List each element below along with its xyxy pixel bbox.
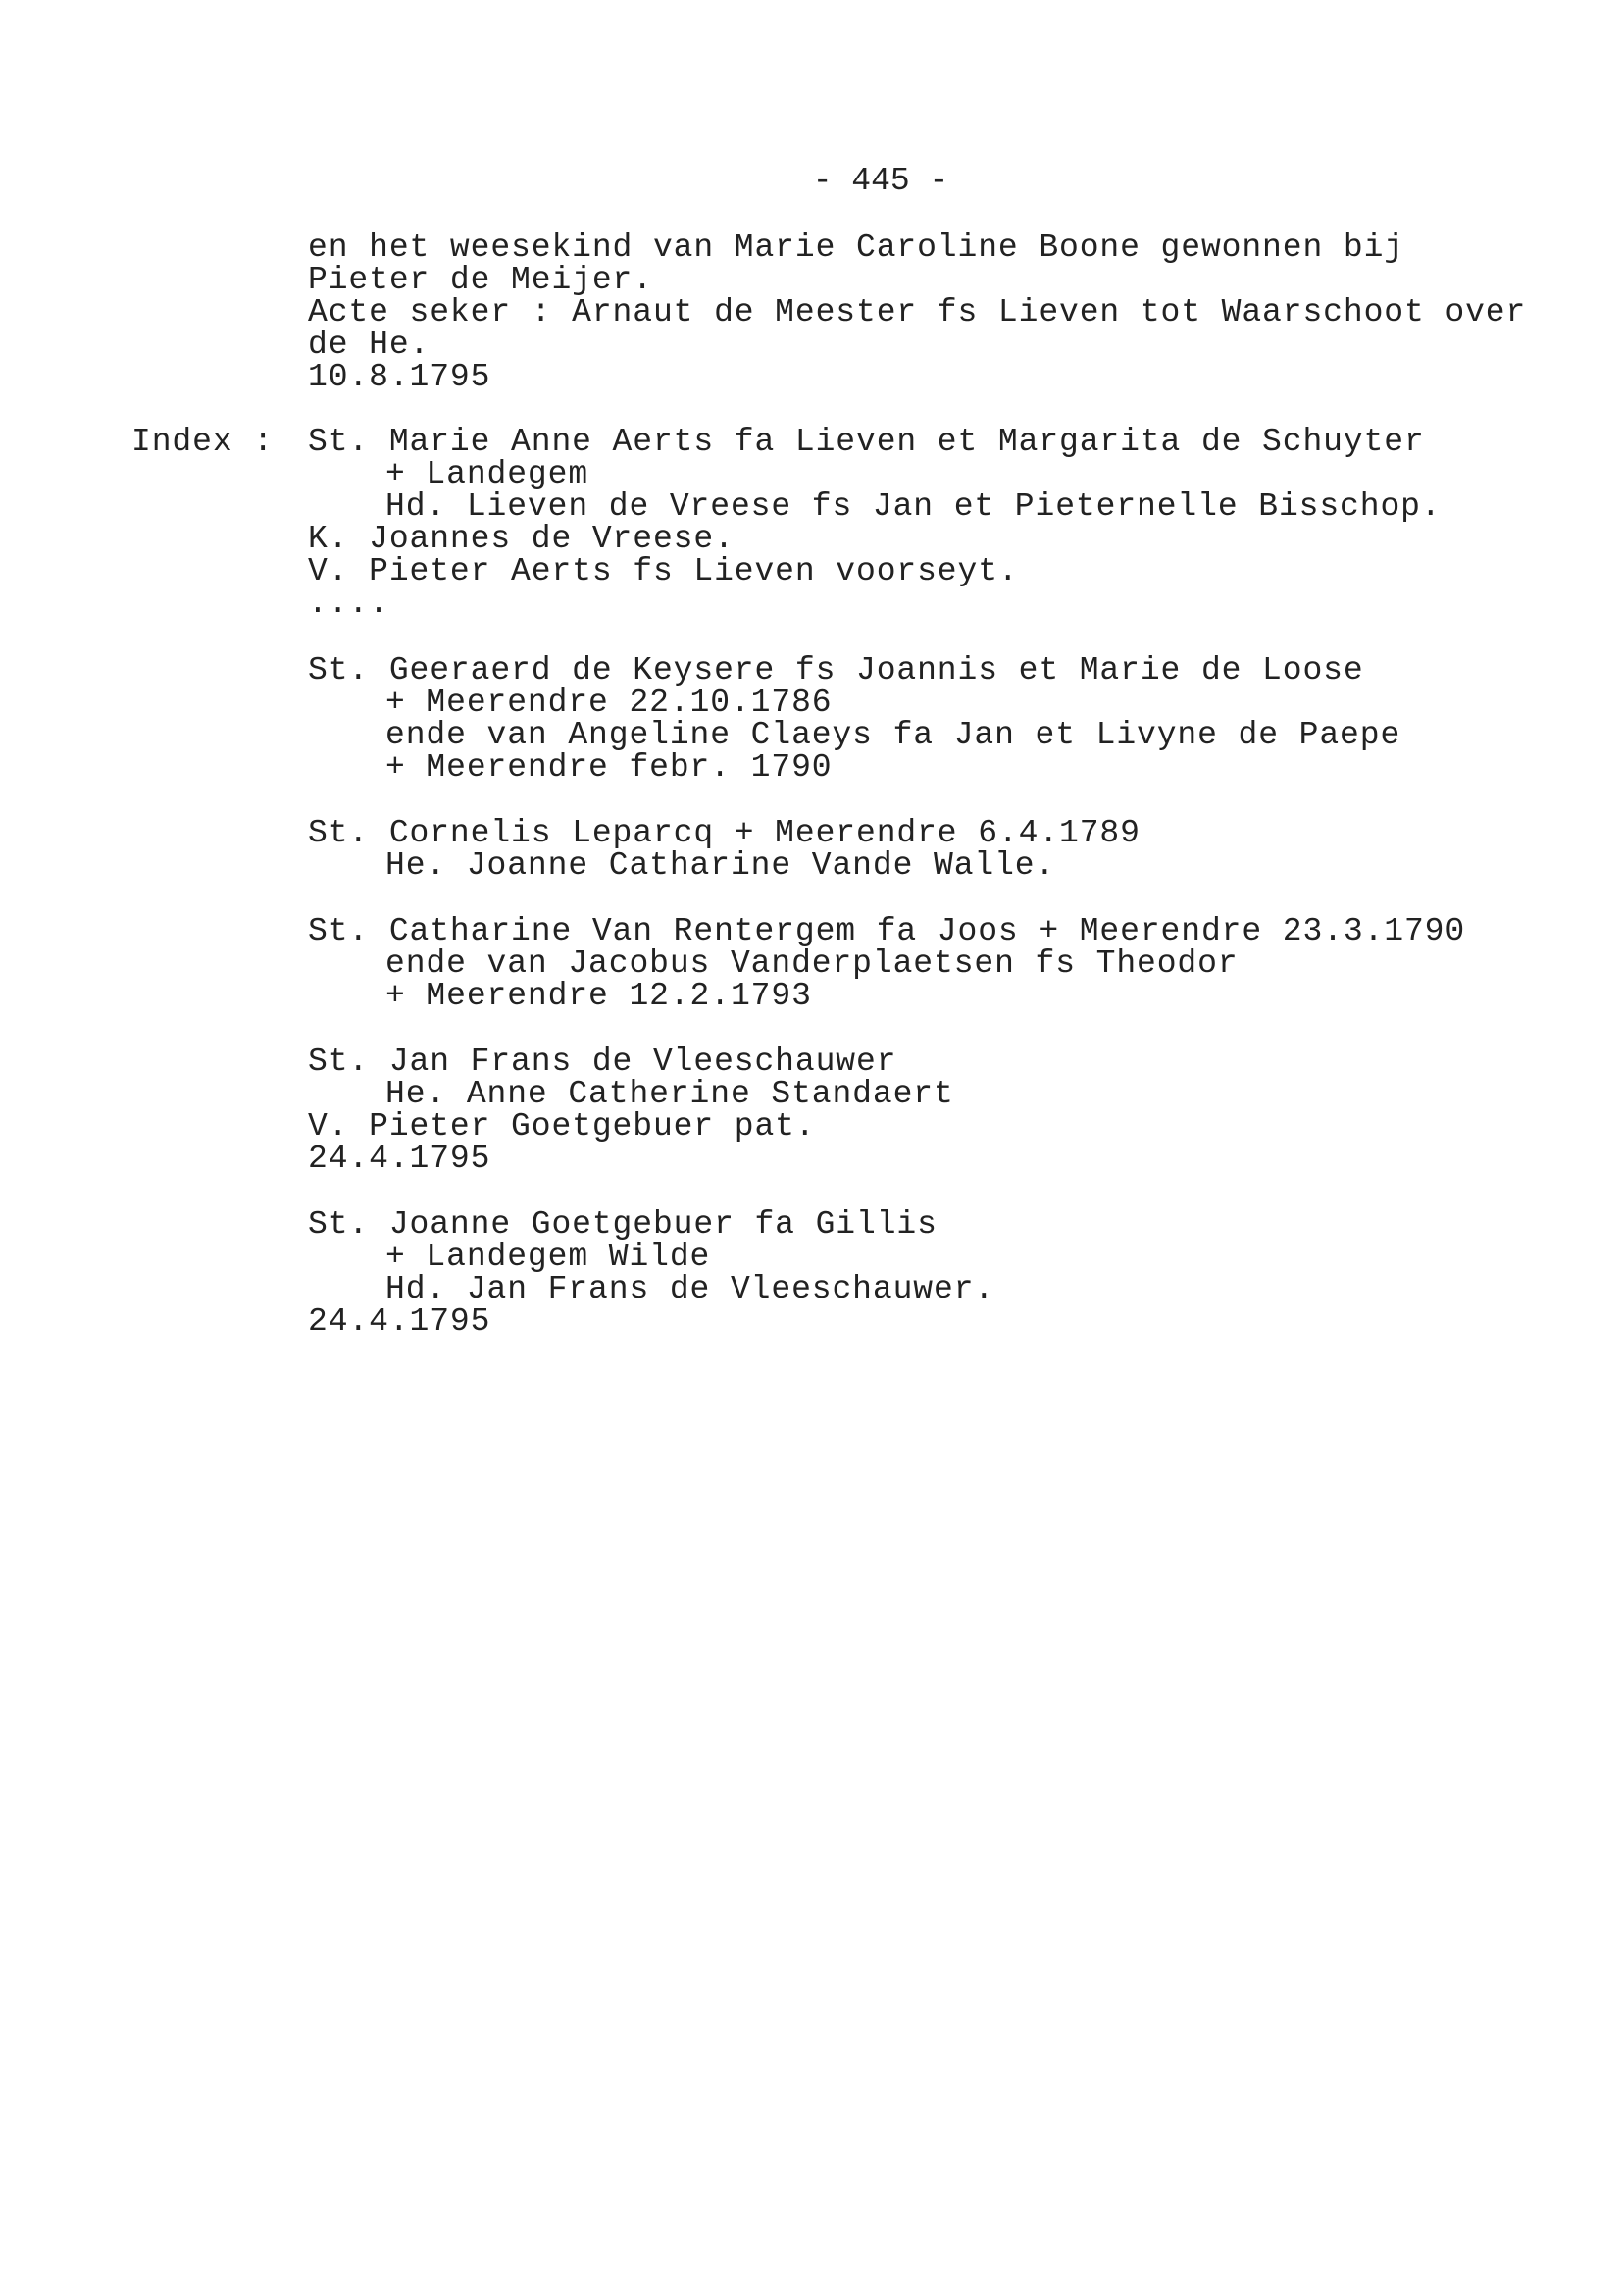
entry-line: + Meerendre febr. 1790 [385,749,833,786]
text-line: en het weesekind van Marie Caroline Boone gewonnen bij [308,229,1404,266]
entry-line: He. Joanne Catharine Vande Walle. [385,847,1056,884]
entry-line: V. Pieter Goetgebuer pat. [308,1108,816,1145]
entry-line: + Landegem [385,456,589,492]
text-line: 10.8.1795 [308,359,491,395]
text-line: Acte seker : Arnaut de Meester fs Lieven tot Waarschoot over [308,294,1527,331]
text-line: Pieter de Meijer. [308,262,653,298]
entry-line: K. Joannes de Vreese. [308,521,735,557]
entry-line: St. Marie Anne Aerts fa Lieven et Margarita de Schuyter [308,424,1425,460]
entry-line: + Meerendre 12.2.1793 [385,978,812,1014]
entry-line: 24.4.1795 [308,1303,491,1340]
entry-line: Hd. Jan Frans de Vleeschauwer. [385,1271,995,1307]
entry-line: He. Anne Catherine Standaert [385,1076,954,1112]
entry-line: ende van Angeline Claeys fa Jan et Livyne de Paepe [385,717,1401,753]
page-number: - 445 - [812,163,949,199]
entry-line: 24.4.1795 [308,1141,491,1177]
entry-line: ende van Jacobus Vanderplaetsen fs Theodor [385,945,1239,982]
entry-line: V. Pieter Aerts fs Lieven voorseyt. [308,553,1019,589]
entry-line: St. Geeraerd de Keysere fs Joannis et Marie de Loose [308,652,1364,688]
entry-line: Hd. Lieven de Vreese fs Jan et Pieternelle Bisschop. [385,488,1442,525]
text-line: de He. [308,327,431,363]
index-label: Index : [131,424,274,460]
entry-line: St. Cornelis Leparcq + Meerendre 6.4.1789 [308,815,1141,851]
entry-line: + Landegem Wilde [385,1239,711,1275]
entry-line: + Meerendre 22.10.1786 [385,685,833,721]
entry-line: St. Jan Frans de Vleeschauwer [308,1044,897,1080]
entry-line: St. Catharine Van Rentergem fa Joos + Meerendre 23.3.1790 [308,913,1466,949]
entry-line: .... [308,585,389,622]
entry-line: St. Joanne Goetgebuer fa Gillis [308,1206,938,1243]
